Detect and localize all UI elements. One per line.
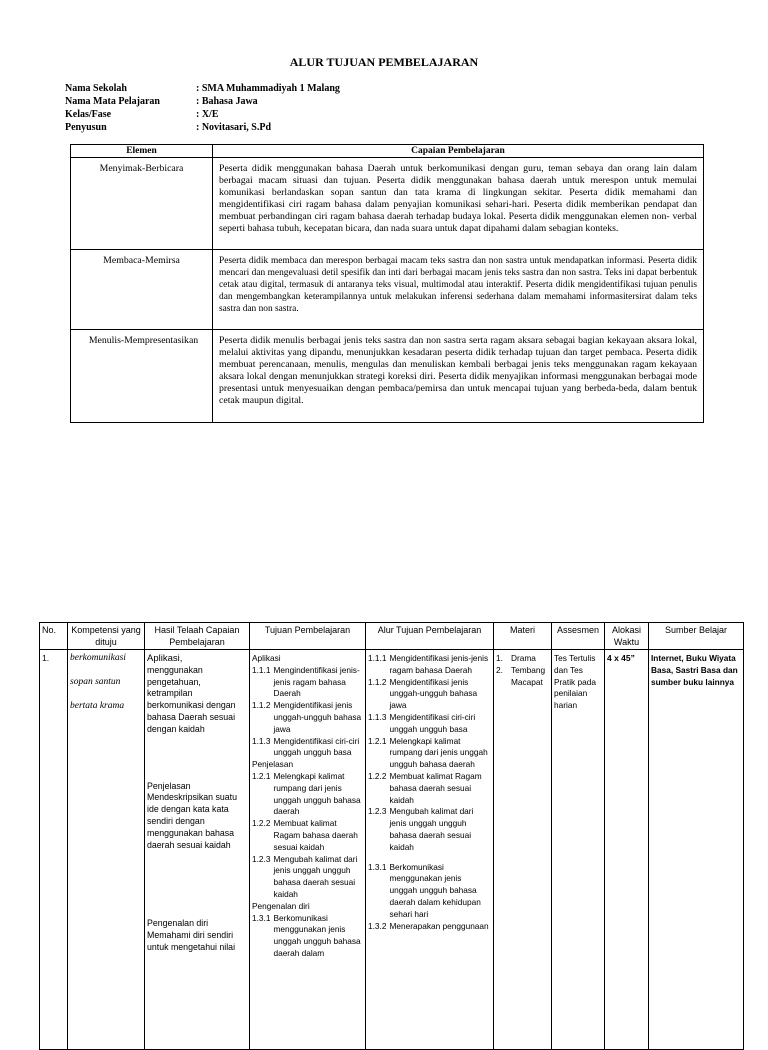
capaian-cell: Peserta didik membaca dan merespon berbagai macam teks sastra dan non sastra untuk mendapatkan informasi. Peserta didik mencari dan mengevaluasi detil spesifik dan inti dari berbagai macam jenis teks sastra dan non sastra. Teks ini dapat berbentuk cetak atau digital, termasuk di antaranya teks visual, multimodal atau interaktif. Peserta didik mengidentifikasi tujuan penulis dan mengembangkan keterampilannya untuk melakukan inferensi sederhana dalam memahami informasitersirat dalam teks sastra dan non sastra. bbox=[213, 250, 704, 330]
item-text: Membuat kalimat Ragam bahasa daerah sesuai kaidah bbox=[389, 770, 482, 805]
header-materi: Materi bbox=[494, 623, 552, 650]
item-text: Mengindentifikasi jenis-jenis ragam bahasa Daerah bbox=[273, 664, 360, 699]
item-text: Mengubah kalimat dari jenis unggah ungguh bahasa daerah sesuai kaidah bbox=[389, 806, 474, 852]
assesmen-cell: Tes Tertulis dan Tes Pratik pada penilaian harian bbox=[552, 650, 605, 1050]
elemen-cell: Menulis-Mempresentasikan bbox=[71, 330, 213, 423]
item-number: 1.3.1 bbox=[252, 912, 271, 923]
item-number: 1.3.1 bbox=[368, 861, 387, 872]
alokasi-cell: 4 x 45” bbox=[605, 650, 649, 1050]
item-number: 2. bbox=[496, 664, 503, 675]
meta-value: : SMA Muhammadiyah 1 Malang bbox=[196, 83, 340, 94]
elemen-cell: Menyimak-Berbicara bbox=[71, 158, 213, 250]
identity-block bbox=[65, 82, 340, 134]
list-item bbox=[252, 854, 363, 901]
item-number: 1.2.1 bbox=[252, 770, 271, 781]
item-text: Mengidentifikasi ciri-ciri unggah ungguh basa bbox=[389, 711, 476, 734]
item-text: Mengubah kalimat dari jenis unggah ungguh bahasa daerah sesuai kaidah bbox=[273, 853, 358, 899]
meta-row bbox=[65, 95, 340, 108]
list-item bbox=[368, 653, 491, 677]
table-row bbox=[71, 250, 704, 330]
sumber-cell: Internet, Buku Wiyata Basa, Sastri Basa dan sumber buku lainnya bbox=[649, 650, 744, 1050]
header-kompetensi: Kompetensi yang dituju bbox=[68, 623, 145, 650]
tujuan-cell bbox=[250, 650, 366, 1050]
item-number: 1.2.1 bbox=[368, 735, 387, 746]
list-item bbox=[252, 771, 363, 818]
list-item bbox=[496, 665, 549, 689]
list-item bbox=[368, 712, 491, 736]
capaian-cell: Peserta didik menulis berbagai jenis teks sastra dan non sastra serta ragam aksara sebagai bagian kekayaan aksara lokal, melalui aktivitas yang dipandu, menunjukkan kesadaran peserta didik terhadap tujuan dan target pembaca. Peserta didik membuat perencanaan, menulis, mengulas dan menuliskan kembali berbagai jenis teks menggunakan ragam kekayaan aksara lokal dengan menunjukkan strategi koreksi diri. Peserta didik menyajikan informasi menggunakan berbagai mode presentasi untuk menyesuaikan dengan pembaca/pemirsa dan untuk mencapai tujuan yang berbeda-beda, dalam bentuk cetak maupun digital. bbox=[213, 330, 704, 423]
hasil-text: Memahami diri sendiri untuk mengetahui nilai bbox=[147, 930, 236, 952]
item-number: 1.1.3 bbox=[252, 735, 271, 746]
header-assesmen: Assesmen bbox=[552, 623, 605, 650]
list-item bbox=[368, 862, 491, 921]
hasil-heading: Pengenalan diri bbox=[147, 918, 209, 929]
header-alur: Alur Tujuan Pembelajaran bbox=[366, 623, 494, 650]
table-row bbox=[40, 650, 744, 1050]
kompetensi-cell bbox=[68, 650, 145, 1050]
list-item bbox=[252, 700, 363, 735]
meta-label: Kelas/Fase bbox=[65, 109, 112, 120]
list-item bbox=[252, 665, 363, 700]
hasil-heading: Penjelasan bbox=[147, 780, 191, 791]
item-number: 1.2.2 bbox=[368, 770, 387, 781]
tujuan-group-label: Aplikasi bbox=[252, 653, 281, 663]
list-item bbox=[368, 677, 491, 712]
header-tujuan: Tujuan Pembelajaran bbox=[250, 623, 366, 650]
item-text: Mengidentifikasi jenis unggah-ungguh bahasa jawa bbox=[389, 676, 478, 711]
item-number: 1. bbox=[496, 653, 503, 663]
item-text: Melengkapi kalimat rumpang dari jenis unggah ungguh bahasa daerah bbox=[389, 735, 488, 770]
item-text: Berkomunikasi menggunakan jenis unggah ungguh bahasa daerah dalam kehidupan sehari hari bbox=[389, 861, 481, 919]
hasil-telaah-cell bbox=[145, 650, 250, 1050]
table-row bbox=[71, 158, 704, 250]
capaian-table bbox=[70, 144, 704, 423]
header-sumber: Sumber Belajar bbox=[649, 623, 744, 650]
hasil-text: Mendeskripsikan suatu ide dengan kata kata sendiri dengan menggunakan bahasa daerah sesuai kaidah bbox=[147, 792, 237, 850]
meta-row bbox=[65, 108, 340, 121]
item-text: Membuat kalimat Ragam bahasa daerah sesuai kaidah bbox=[273, 818, 358, 852]
item-number: 1.2.3 bbox=[368, 806, 387, 817]
capaian-cell: Peserta didik menggunakan bahasa Daerah untuk berkomunikasi dengan guru, teman sebaya dan orang lain dalam berbagai macam situasi dan tujuan. Peserta didik menggunakan bahasa daerah untuk merespon untuk memulai komunikasi berlandaskan sopan santun dan tata krama di lingkungan sekitar. Peserta didik memahami dan mengidentifikasi ciri ragam bahasa dalam penyajian komunikasi sehari-hari. Peserta didik memberikan pendapat dan membuat perbandingan ciri ragam bahasa daerah terhadap budaya lokal. Peserta didik menggunakan elemen non- verbal seperti bahasa tubuh, kecepatan bicara, dan nada suara untuk dapat dipahami dalam sebagian konteks. bbox=[213, 158, 704, 250]
list-item bbox=[252, 818, 363, 853]
item-text: Drama bbox=[511, 653, 536, 663]
list-item bbox=[496, 653, 549, 665]
kompetensi-item: sopan santun bbox=[70, 676, 121, 687]
hasil-text: menggunakan pengetahuan, ketrampilan berkomunikasi dengan bahasa Daerah sesuai dengan kaidah bbox=[147, 664, 236, 734]
item-number: 1.2.3 bbox=[252, 853, 271, 864]
list-item bbox=[368, 806, 491, 853]
item-number: 1.1.2 bbox=[252, 700, 271, 711]
kompetensi-item: berkomunikasi bbox=[70, 653, 126, 663]
item-number: 1.1.1 bbox=[368, 653, 387, 663]
item-number: 1.1.3 bbox=[368, 711, 387, 722]
item-number: 1.3.2 bbox=[368, 920, 387, 931]
header-no: No. bbox=[40, 623, 68, 650]
table-row bbox=[71, 330, 704, 423]
item-text: Tembang Macapat bbox=[511, 664, 546, 687]
item-text: Mengidentifikasi ciri-ciri unggah ungguh basa bbox=[273, 735, 360, 758]
row-number: 1. bbox=[40, 650, 68, 1050]
alur-tujuan-table bbox=[39, 622, 744, 1050]
meta-row bbox=[65, 82, 340, 95]
meta-value: : Novitasari, S.Pd bbox=[196, 122, 271, 133]
tujuan-group-label: Pengenalan diri bbox=[252, 900, 310, 911]
alur-cell bbox=[366, 650, 494, 1050]
meta-value: : Bahasa Jawa bbox=[196, 96, 258, 107]
item-text: Melengkapi kalimat rumpang dari jenis unggah ungguh bahasa daerah bbox=[273, 770, 361, 817]
meta-label: Nama Mata Pelajaran bbox=[65, 96, 160, 107]
item-text: Mengidentifikasi jenis unggah-ungguh bahasa jawa bbox=[273, 700, 362, 734]
meta-label: Nama Sekolah bbox=[65, 83, 127, 94]
meta-row bbox=[65, 121, 340, 134]
item-text: Menerapakan penggunaan bbox=[389, 920, 489, 931]
item-text: Mengidentifikasi jenis-jenis ragam bahasa Daerah bbox=[389, 653, 489, 675]
header-alokasi: Alokasi Waktu bbox=[605, 623, 649, 650]
item-number: 1.1.2 bbox=[368, 676, 387, 687]
hasil-heading: Aplikasi, bbox=[147, 653, 183, 664]
header-capaian: Capaian Pembelajaran bbox=[213, 145, 704, 158]
kompetensi-item: bertata krama bbox=[70, 700, 125, 711]
list-item bbox=[368, 921, 491, 933]
header-hasil-telaah: Hasil Telaah Capaian Pembelajaran bbox=[145, 623, 250, 650]
list-item bbox=[252, 913, 363, 960]
tujuan-group-label: Penjelasan bbox=[252, 759, 294, 770]
item-number: 1.2.2 bbox=[252, 818, 271, 829]
table-header-row bbox=[40, 623, 744, 650]
elemen-cell: Membaca-Memirsa bbox=[71, 250, 213, 330]
item-text: Berkomunikasi menggunakan jenis unggah ungguh bahasa daerah dalam bbox=[273, 912, 361, 958]
meta-value: : X/E bbox=[196, 109, 219, 120]
list-item bbox=[368, 736, 491, 771]
list-item bbox=[252, 736, 363, 760]
meta-label: Penyusun bbox=[65, 122, 107, 133]
document-title: ALUR TUJUAN PEMBELAJARAN bbox=[289, 55, 479, 69]
list-item bbox=[368, 771, 491, 806]
header-elemen: Elemen bbox=[71, 145, 213, 158]
materi-cell bbox=[494, 650, 552, 1050]
table-header-row bbox=[71, 145, 704, 158]
item-number: 1.1.1 bbox=[252, 664, 271, 675]
